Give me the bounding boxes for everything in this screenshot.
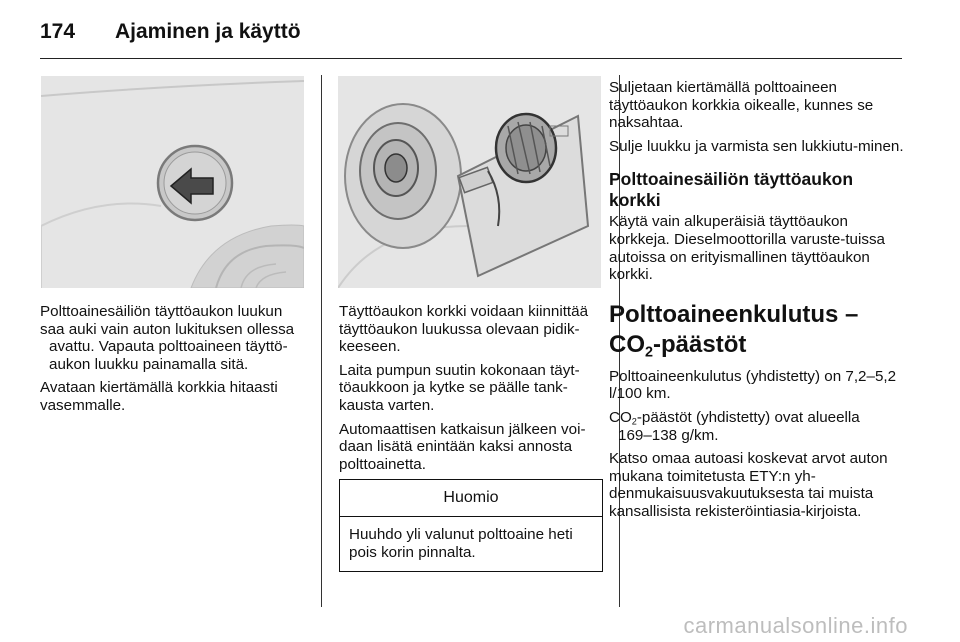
column-divider-1: [321, 75, 322, 607]
page-title: Ajaminen ja käyttö: [115, 20, 301, 43]
fuel-cap-illustration: [338, 76, 601, 288]
heading-line: Polttoaineenkulutus –: [609, 300, 859, 328]
column-1: [40, 303, 304, 421]
header-rule: [40, 58, 902, 59]
flap-release-paragraph: [40, 303, 304, 373]
page-header: [40, 20, 301, 44]
close-cap-paragraph: Suljetaan kiertämällä polttoaineen täyttöaukon korkkia oikealle, kunnes se naksahtaa.: [609, 79, 874, 132]
subscript-2: 2: [631, 416, 637, 427]
close-flap-paragraph: Sulje luukku ja varmista sen lukkiutu-minen.: [609, 137, 904, 155]
consumption-heading: [609, 300, 904, 360]
fuel-cap-drawing: [338, 76, 601, 288]
cap-open-paragraph: Avataan kiertämällä korkkia hitaasti vasemmalle.: [40, 379, 278, 414]
note-title: Huomio: [340, 480, 602, 517]
cap-info-paragraph: Käytä vain alkuperäisiä täyttöaukon korkkeja. Dieselmoottorilla varuste-tuissa autoissa on erityismallinen täyttöaukon korkki.: [609, 213, 886, 284]
text-line: Polttoainesäiliön täyttöaukon luukun: [40, 303, 283, 320]
column-2: [339, 303, 603, 572]
cap-holder-paragraph: Täyttöaukon korkki voidaan kiinnittää täyttöaukon luukussa olevaan pidik-keeseen.: [339, 303, 589, 356]
co-text: CO: [609, 408, 632, 426]
note-box: [339, 479, 603, 572]
fuel-flap-illustration: [41, 76, 304, 288]
text-line: avattu. Vapauta polttoaineen täyttö-aukon luukku painamalla sitä.: [49, 338, 288, 373]
text-line: saa auki vain auton lukituksen ollessa: [40, 320, 295, 338]
fuel-flap-drawing: [41, 76, 304, 288]
heading-rest: -päästöt: [653, 330, 747, 358]
subscript-2: 2: [645, 344, 654, 361]
consumption-paragraph: Polttoaineenkulutus (yhdistetty) on 7,2–5,2 l/100 km.: [609, 367, 897, 403]
emissions-paragraph: [609, 409, 904, 444]
co-text: CO: [609, 330, 645, 358]
cap-heading: Polttoainesäiliön täyttöaukon korkki: [609, 169, 854, 211]
auto-cutoff-paragraph: Automaattisen katkaisun jälkeen voi-daan lisätä enintään kaksi annosta polttoainetta.: [339, 420, 586, 473]
note-body: Huuhdo yli valunut polttoaine heti pois korin pinnalta.: [349, 525, 573, 561]
text-line: -päästöt (yhdistetty) ovat alueella: [636, 408, 860, 426]
watermark: carmanualsonline.info: [683, 613, 908, 638]
heading-line: [609, 330, 904, 360]
nozzle-paragraph: Laita pumpun suutin kokonaan täyt-töaukkoon ja kytke se päälle tank-kausta varten.: [339, 361, 580, 414]
page-number: 174: [40, 20, 76, 43]
text-line: 169–138 g/km.: [618, 426, 719, 444]
column-3: [609, 79, 904, 527]
reference-paragraph: Katso omaa autoasi koskevat arvot auton mukana toimitetusta ETY:n yh-denmukaisuusvakuutuksesta tai muista kansallisista rekisteröintiasia-kirjoista.: [609, 450, 888, 520]
